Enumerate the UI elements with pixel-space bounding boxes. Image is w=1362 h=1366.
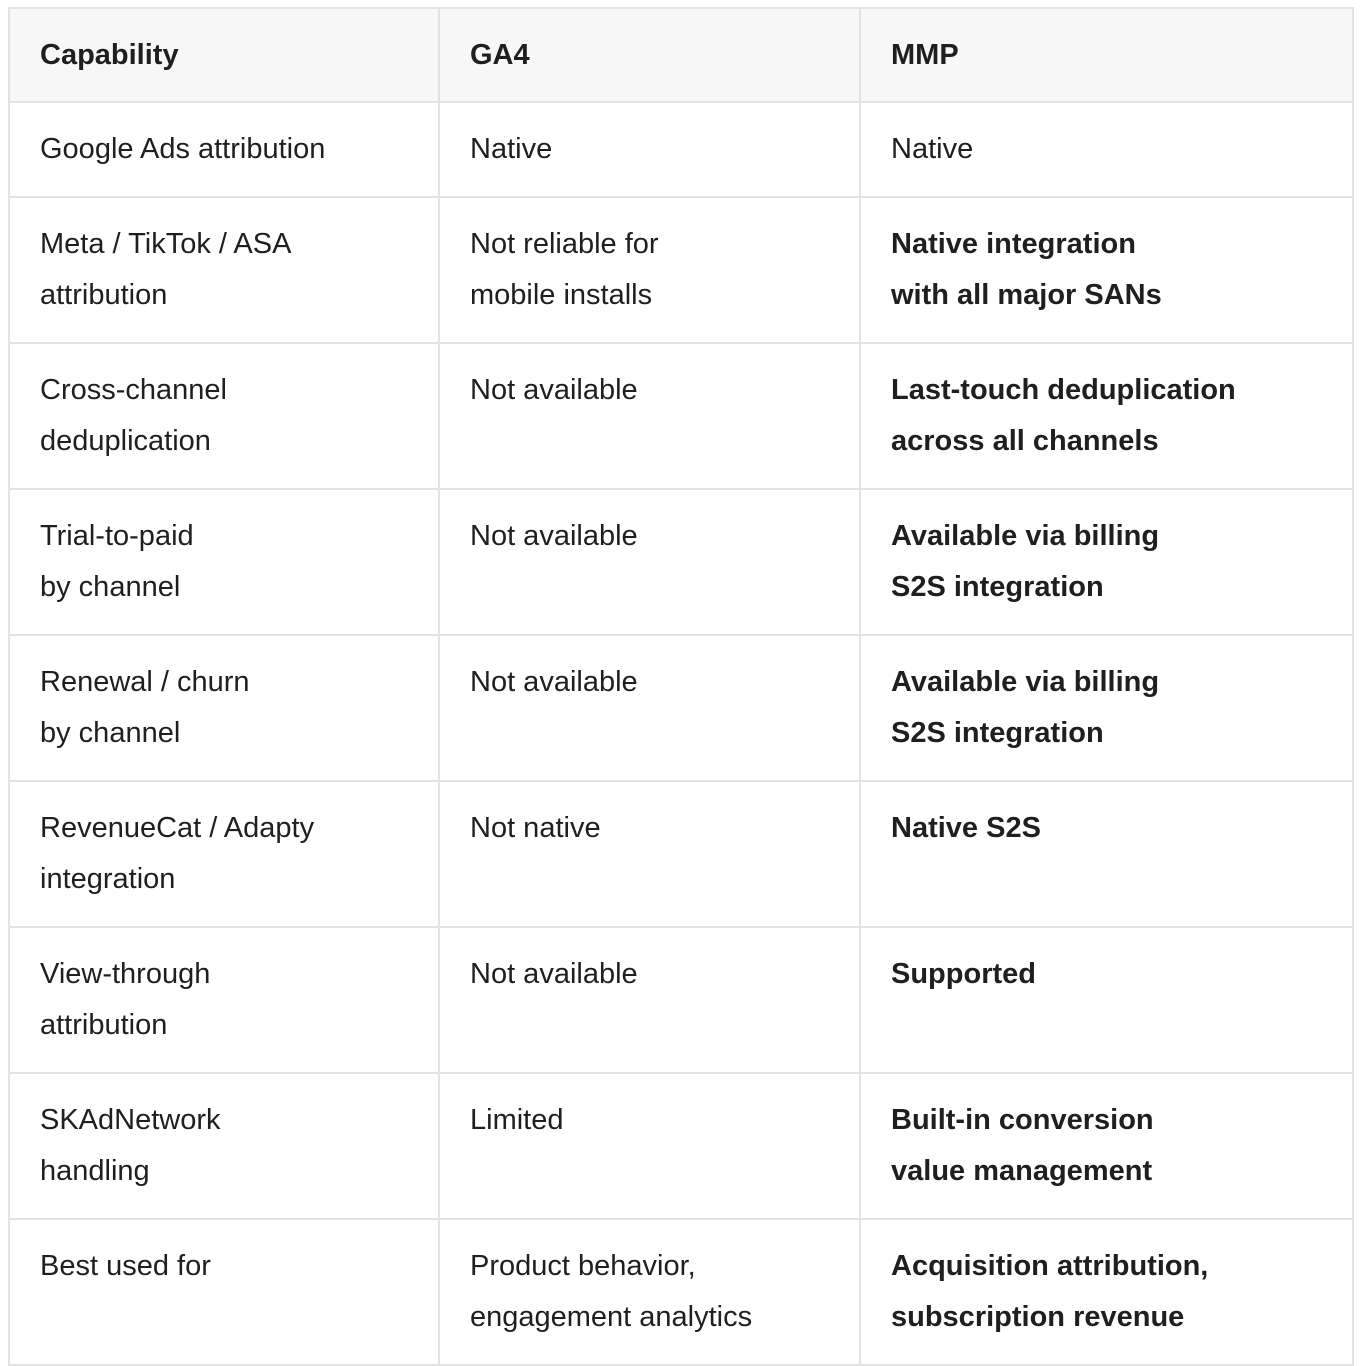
mmp-cell: Native integration with all major SANs — [860, 197, 1353, 343]
table-row — [9, 1219, 1353, 1365]
header-ga4: GA4 — [439, 8, 860, 102]
mmp-cell: Supported — [860, 927, 1353, 1073]
ga4-cell: Native — [439, 102, 860, 197]
table-row — [9, 197, 1353, 343]
mmp-cell: Acquisition attribution, subscription revenue — [860, 1219, 1353, 1365]
mmp-cell: Available via billing S2S integration — [860, 489, 1353, 635]
table-row — [9, 927, 1353, 1073]
capability-cell: SKAdNetwork handling — [9, 1073, 439, 1219]
table-row — [9, 781, 1353, 927]
capability-cell: RevenueCat / Adapty integration — [9, 781, 439, 927]
comparison-table — [8, 7, 1354, 1366]
mmp-cell: Native — [860, 102, 1353, 197]
capability-cell: Trial-to-paid by channel — [9, 489, 439, 635]
header-capability: Capability — [9, 8, 439, 102]
capability-cell: Cross-channel deduplication — [9, 343, 439, 489]
table-row — [9, 343, 1353, 489]
capability-cell: Best used for — [9, 1219, 439, 1365]
mmp-cell: Built-in conversion value management — [860, 1073, 1353, 1219]
ga4-cell: Not available — [439, 489, 860, 635]
capability-cell: View-through attribution — [9, 927, 439, 1073]
ga4-cell: Not available — [439, 927, 860, 1073]
table-row — [9, 635, 1353, 781]
capability-cell: Renewal / churn by channel — [9, 635, 439, 781]
mmp-cell: Native S2S — [860, 781, 1353, 927]
table-row — [9, 102, 1353, 197]
mmp-cell: Available via billing S2S integration — [860, 635, 1353, 781]
capability-cell: Meta / TikTok / ASA attribution — [9, 197, 439, 343]
capability-cell: Google Ads attribution — [9, 102, 439, 197]
ga4-cell: Limited — [439, 1073, 860, 1219]
ga4-cell: Not available — [439, 343, 860, 489]
table-row — [9, 489, 1353, 635]
mmp-cell: Last-touch deduplication across all channels — [860, 343, 1353, 489]
ga4-cell: Not available — [439, 635, 860, 781]
table-row — [9, 1073, 1353, 1219]
ga4-cell: Not reliable for mobile installs — [439, 197, 860, 343]
ga4-cell: Not native — [439, 781, 860, 927]
table-header-row — [9, 8, 1353, 102]
header-mmp: MMP — [860, 8, 1353, 102]
ga4-cell: Product behavior, engagement analytics — [439, 1219, 860, 1365]
